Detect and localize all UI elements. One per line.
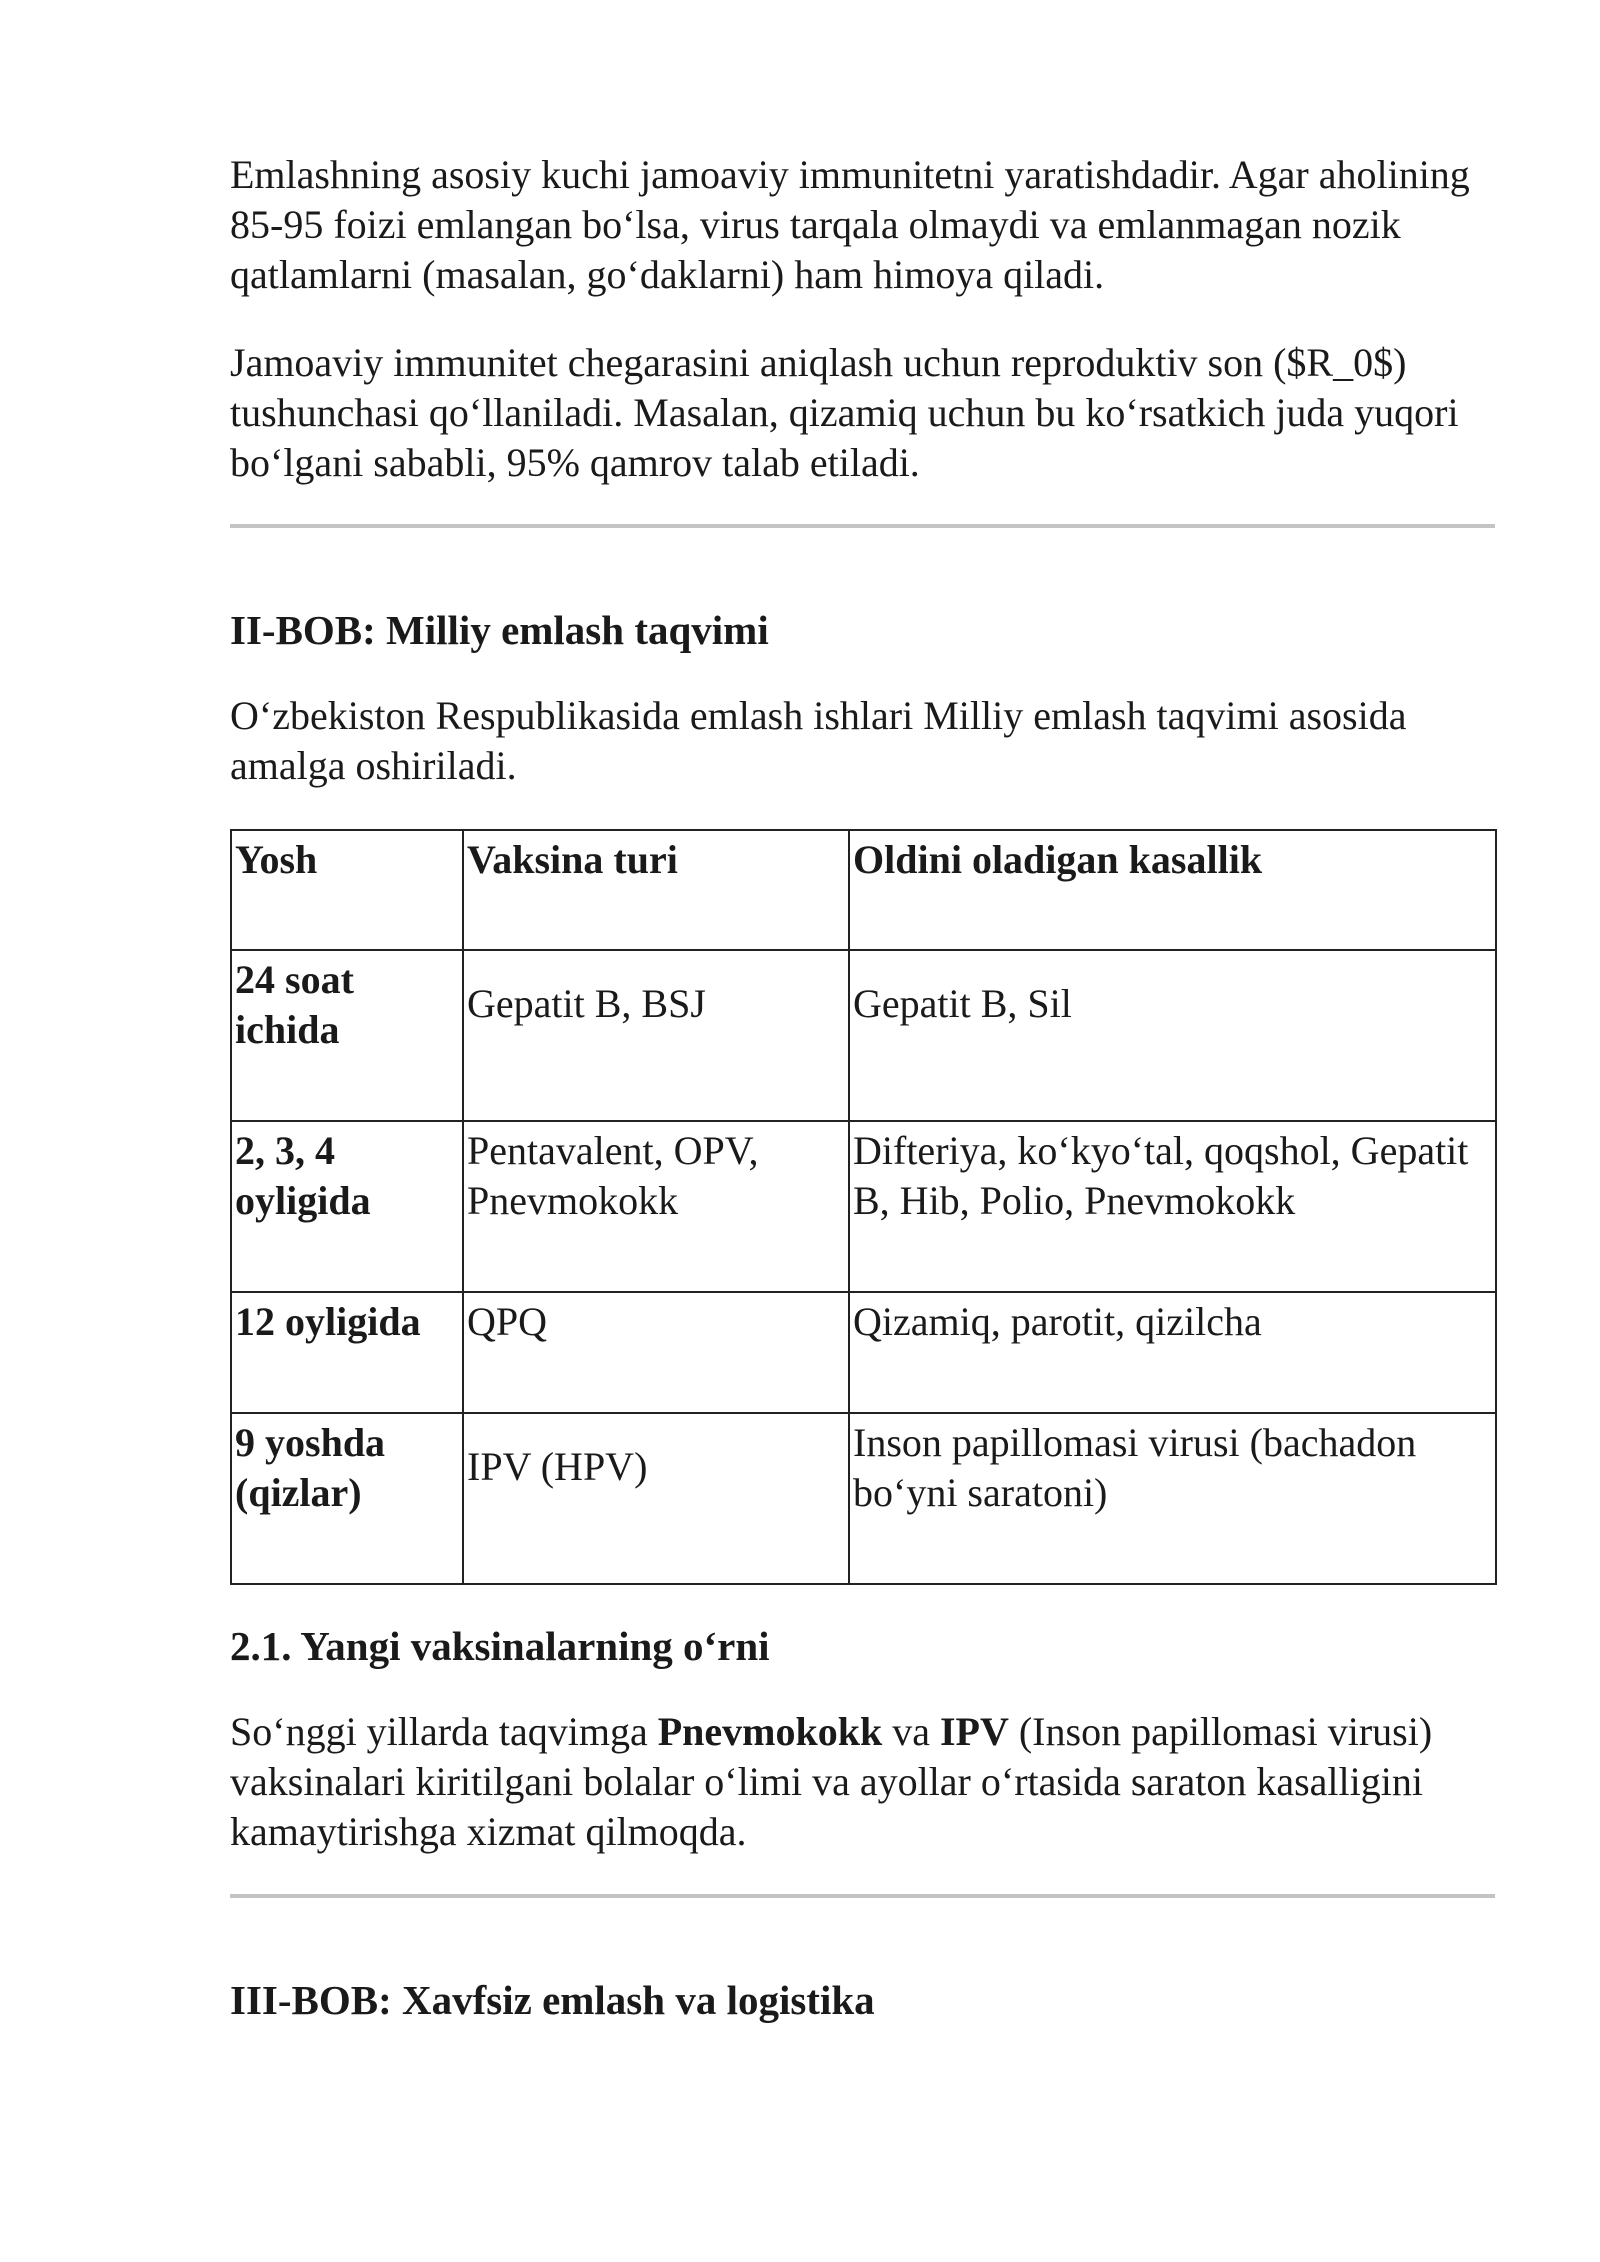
cell-vaccine: Gepatit B, BSJ [463,950,849,1121]
paragraph-herd-immunity: Emlashning asosiy kuchi jamoaviy immunitetni yaratishdadir. Agar aholining 85-95 foizi emlangan bo‘lsa, virus tarqala olmaydi va emlanmagan nozik qatlamlarni (masalan, go‘daklarni) ham himoya qiladi. [230,152,1470,297]
chapter-2-intro: O‘zbekiston Respublikasida emlash ishlari Milliy emlash taqvimi asosida amalga oshiriladi. [230,693,1407,788]
cell-age: 24 soat ichida [231,950,463,1121]
section-divider [230,1894,1495,1898]
cell-disease: Difteriya, ko‘kyo‘tal, qoqshol, Gepatit B, Hib, Polio, Pnevmokokk [849,1121,1496,1292]
table-row [231,1413,1496,1584]
cell-vaccine: QPQ [463,1292,849,1413]
paragraph-reproductive-number: Jamoaviy immunitet chegarasini aniqlash uchun reproduktiv son ($R_0$) tushunchasi qo‘llaniladi. Masalan, qizamiq uchun bu ko‘rsatkich juda yuqori bo‘lgani sababli, 95% qamrov talab etiladi. [230,340,1459,485]
header-disease: Oldini oladigan kasallik [849,830,1496,950]
section-divider [230,524,1495,528]
section-2-1-paragraph [230,1707,1495,1857]
table-row [231,1121,1496,1292]
header-vaccine-type: Vaksina turi [463,830,849,950]
text-run: va [882,1709,940,1754]
cell-age: 12 oyligida [231,1292,463,1413]
bold-ipv: IPV [939,1709,1009,1754]
cell-age: 2, 3, 4 oyligida [231,1121,463,1292]
table-header-row [231,830,1496,950]
chapter-3-heading: III-BOB: Xavfsiz emlash va logistika [230,1977,875,2023]
header-age: Yosh [231,830,463,950]
cell-disease: Gepatit B, Sil [849,950,1496,1121]
text-run: So‘nggi yillarda taqvimga [230,1709,658,1754]
cell-vaccine: IPV (HPV) [463,1413,849,1584]
table-row [231,1292,1496,1413]
cell-disease: Qizamiq, parotit, qizilcha [849,1292,1496,1413]
text-run: (Inson papillomasi virusi) vaksinalari kiritilgani bolalar o‘limi va ayollar o‘rtasida saraton kasalligini kamaytirishga xizmat qilmoqda. [230,1709,1433,1854]
section-2-1-heading: 2.1. Yangi vaksinalarning o‘rni [230,1623,770,1669]
bold-pneumococcal: Pnevmokokk [657,1709,883,1754]
table-row [231,950,1496,1121]
cell-age: 9 yoshda (qizlar) [231,1413,463,1584]
cell-vaccine: Pentavalent, OPV, Pnevmokokk [463,1121,849,1292]
document-page [230,150,1495,2025]
cell-disease: Inson papillomasi virusi (bachadon bo‘yni saratoni) [849,1413,1496,1584]
chapter-2-heading: II-BOB: Milliy emlash taqvimi [230,607,769,653]
vaccination-schedule-table [230,829,1497,1585]
